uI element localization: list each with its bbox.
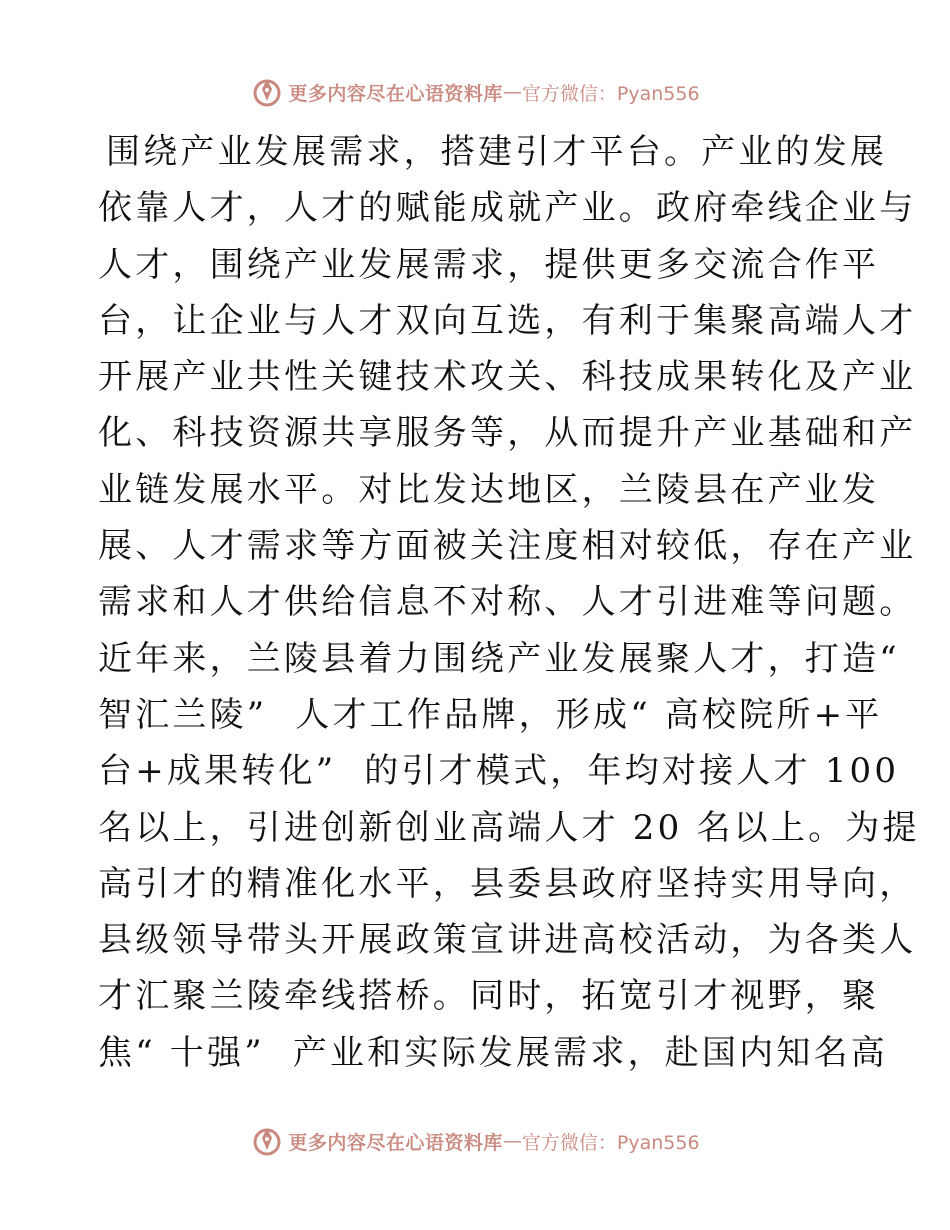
body-line: 高引才的精准化水平，县委县政府坚持实用导向， xyxy=(98,863,917,904)
body-line: 业链发展水平。对比发达地区，兰陵县在产业发 xyxy=(98,469,880,510)
watermark-separator: — xyxy=(502,1130,522,1152)
pen-nib-logo-icon xyxy=(250,1124,284,1158)
body-line: 台，让企业与人才双向互选，有利于集聚高端人才 xyxy=(98,300,917,341)
body-line: 化、科技资源共享服务等，从而提升产业基础和产 xyxy=(98,413,917,454)
body-line: 近年来，兰陵县着力围绕产业发展聚人才，打造“ xyxy=(98,638,900,679)
watermark-label: 更多内容尽在心语资料库 xyxy=(288,1131,503,1154)
watermark-separator: — xyxy=(502,81,522,103)
header-watermark xyxy=(0,72,950,112)
body-line: 智汇兰陵” 人才工作品牌，形成“ 高校院所+平 xyxy=(98,694,883,735)
watermark-contact: 官方微信：Pyan556 xyxy=(521,82,700,105)
body-line: 开展产业共性关键技术攻关、科技成果转化及产业 xyxy=(98,357,917,398)
body-line: 焦“ 十强” 产业和实际发展需求，赴国内知名高 xyxy=(98,1032,888,1073)
body-line: 台+成果转化” 的引才模式，年均对接人才 100 xyxy=(98,751,900,792)
body-line: 展、人才需求等方面被关注度相对较低，存在产业 xyxy=(98,526,917,567)
body-line: 围绕产业发展需求，搭建引才平台。产业的发展 xyxy=(106,132,888,172)
watermark-contact: 官方微信：Pyan556 xyxy=(521,1131,700,1154)
body-line: 需求和人才供给信息不对称、人才引进难等问题。 xyxy=(98,582,917,623)
footer-watermark xyxy=(0,1121,950,1161)
body-line: 才汇聚兰陵牵线搭桥。同时，拓宽引才视野，聚 xyxy=(98,976,880,1017)
body-line: 人才，围绕产业发展需求，提供更多交流合作平 xyxy=(98,244,880,285)
watermark-label: 更多内容尽在心语资料库 xyxy=(288,82,503,105)
body-line: 依靠人才，人才的赋能成就产业。政府牵线企业与 xyxy=(98,188,917,229)
body-line: 名以上，引进创新创业高端人才 20 名以上。为提 xyxy=(98,807,920,848)
pen-nib-logo-icon xyxy=(250,75,284,109)
body-line: 县级领导带头开展政策宣讲进高校活动，为各类人 xyxy=(98,920,917,961)
document-body xyxy=(98,124,920,1081)
